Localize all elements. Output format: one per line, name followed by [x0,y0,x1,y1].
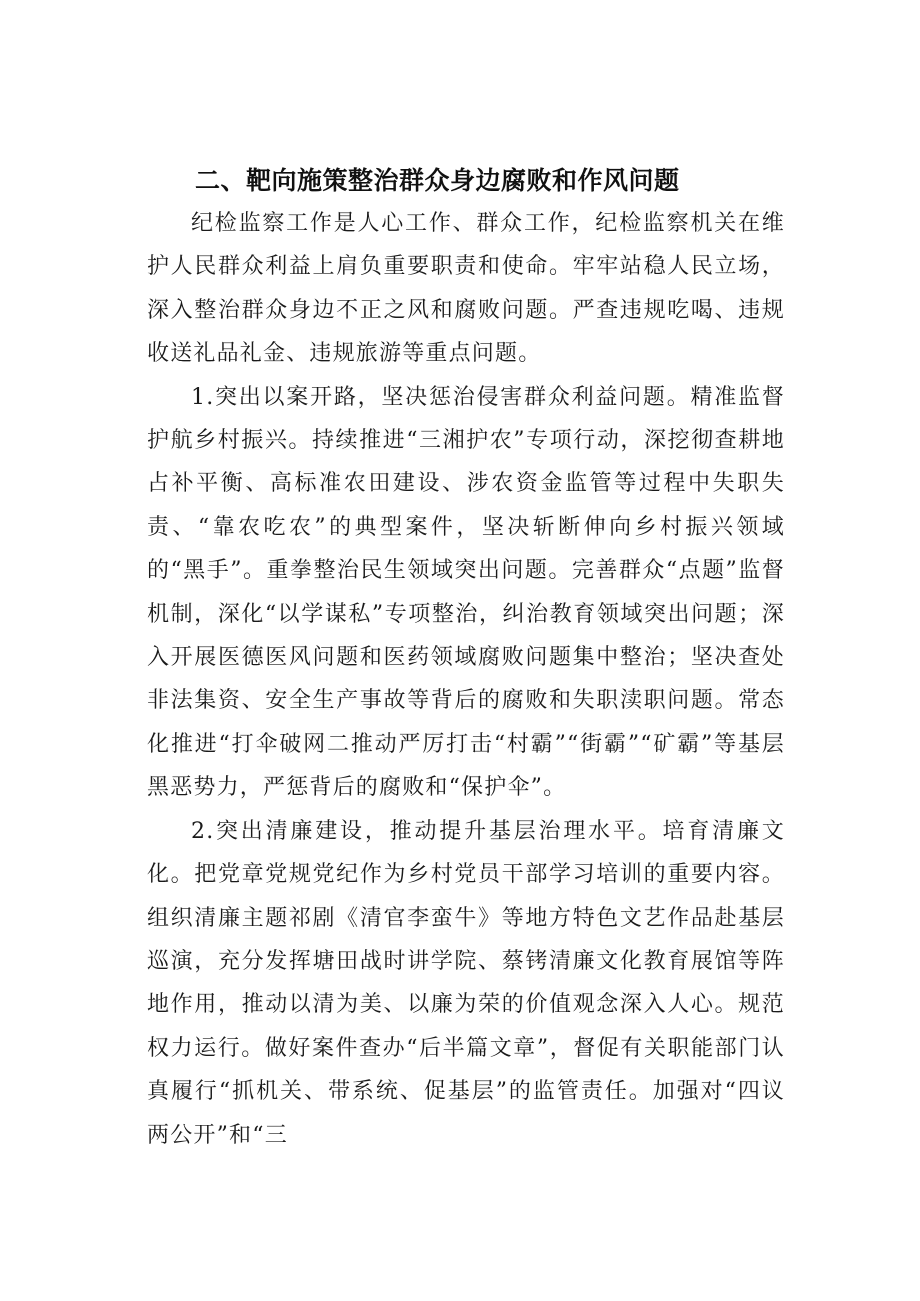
document-body [147,160,785,1157]
paragraph-item-1: 1.突出以案开路，坚决惩治侵害群众利益问题。精准监督护航乡村振兴。持续推进“三湘护农”专项行动，深挖彻查耕地占补平衡、高标准农田建设、涉农资金监管等过程中失职失责、“靠农吃农”的典型案件，坚决斩断伸向乡村振兴领域的“黑手”。重拳整治民生领域突出问题。完善群众“点题”监督机制，深化“以学谋私”专项整治，纠治教育领域突出问题；深入开展医德医风问题和医药领域腐败问题集中整治；坚决查处非法集资、安全生产事故等背后的腐败和失职渎职问题。常态化推进“打伞破网二推动严厉打击“村霸”“街霸”“矿霸”等基层黑恶势力，严惩背后的腐败和“保护伞”。 [147,384,785,801]
section-heading: 二、靶向施策整治群众身边腐败和作风问题 [195,166,680,195]
paragraph-intro: 纪检监察工作是人心工作、群众工作，纪检监察机关在维护人民群众利益上肩负重要职责和使命。牢牢站稳人民立场，深入整治群众身边不正之风和腐败问题。严查违规吃喝、违规收送礼品礼金、违规旅游等重点问题。 [147,211,785,367]
paragraph-item-2: 2.突出清廉建设，推动提升基层治理水平。培育清廉文化。把党章党规党纪作为乡村党员干部学习培训的重要内容。组织清廉主题祁剧《清官李蛮牛》等地方特色文艺作品赴基层巡演，充分发挥塘田战时讲学院、蔡铐清廉文化教育展馆等阵地作用，推动以清为美、以廉为荣的价值观念深入人心。规范权力运行。做好案件查办“后半篇文章”，督促有关职能部门认真履行“抓机关、带系统、促基层”的监管责任。加强对“四议两公开”和“三 [147,818,785,1148]
